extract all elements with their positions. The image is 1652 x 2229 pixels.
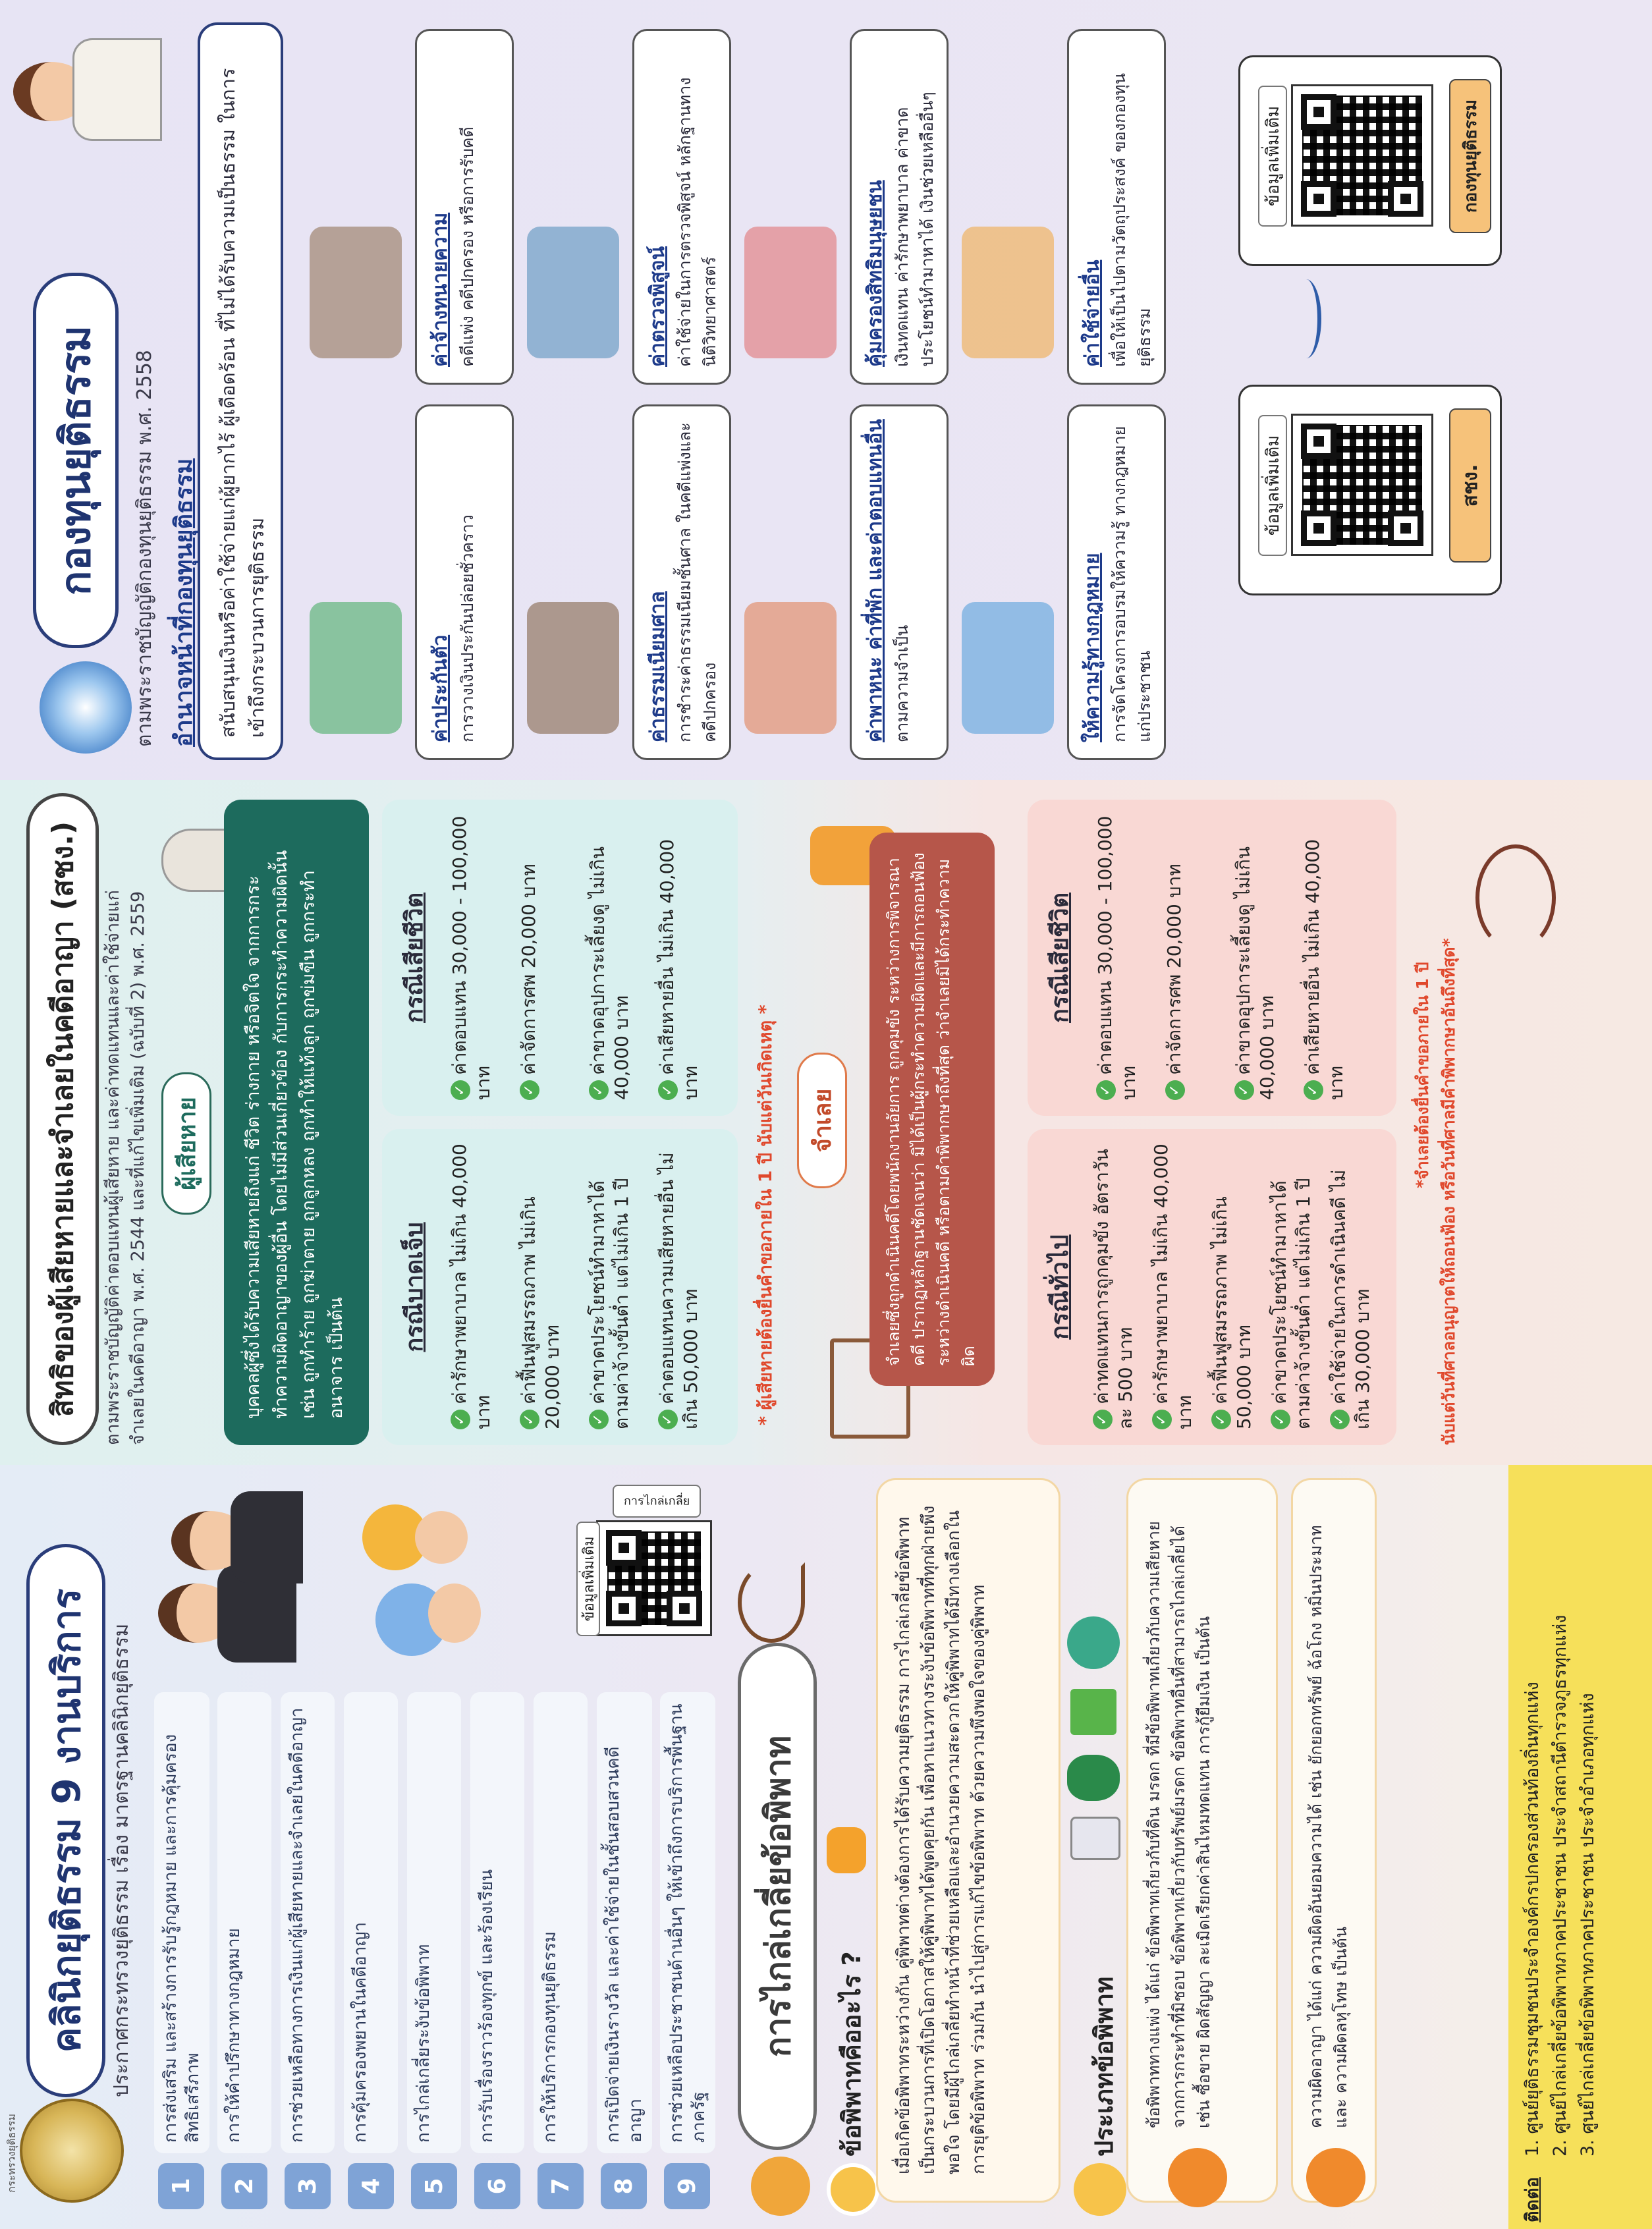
duty-body: สนับสนุนเงินหรือค่าใช้จ่ายแก่ผู้ยากไร้ ผู้เดือดร้อน ที่ไม่ได้รับความเป็นธรรม ในการเข้าถึงกระบวนการยุติธรรม	[217, 68, 268, 738]
service-number: 5	[411, 2163, 457, 2209]
fund-logo	[40, 661, 132, 754]
benefit-text: ค่าทดแทนการถูกคุมขัง อัตราวันละ 500 บาท	[1091, 1149, 1136, 1429]
service-item: การเปิดจ่ายเงินรางวัล และค่าใช้จ่ายในชั้นสอบสวนคดีอาญา	[597, 1692, 652, 2153]
fund-item-card	[1067, 404, 1166, 760]
general-heading: กรณีทั่วไป	[1047, 1234, 1074, 1340]
benefit-text: ค่ารักษาพยาบาล ไม่เกิน 40,000 บาท	[449, 1143, 494, 1429]
fund-item-desc: เพื่อให้เป็นไปตามวัตถุประสงค์ ของกองทุนยุติธรรม	[1110, 73, 1154, 367]
benefit-item	[655, 1142, 703, 1429]
victim-tag: ผู้เสียหาย	[161, 1072, 211, 1215]
fund-item-title: ค่าตรวจพิสูจน์	[646, 246, 669, 367]
fund-item-illustration	[527, 602, 619, 734]
fund-item-desc: คดีแพ่ง คดีปกครอง หรือการรับคดี	[458, 126, 477, 367]
victim-death-box	[382, 800, 738, 1116]
fund-item-title: คุ้มครองสิทธิมนุษยชน	[864, 180, 887, 367]
logo-text: กระทรวงยุติธรรม	[5, 2113, 18, 2193]
check-icon: ✓	[589, 1080, 609, 1100]
benefit-item	[1093, 813, 1141, 1100]
benefit-text: ค่าตอบแทน 30,000 - 100,000 บาท	[449, 815, 494, 1100]
check-icon: ✓	[1211, 1410, 1231, 1429]
benefit-item	[1090, 1142, 1138, 1429]
check-icon: ✓	[1304, 1080, 1323, 1100]
qr-sachong-tag: สชง.	[1449, 408, 1491, 563]
qr-fund-label: ข้อมูลเพิ่มเติม	[1258, 86, 1287, 227]
rights-subtitle-1: ตามพระราชบัญญัติค่าตอบแทนผู้เสียหาย และค่าทดแทนและค่าใช้จ่ายแก่	[103, 890, 123, 1445]
qr-mediation-tag: การไกล่เกลี่ย	[613, 1485, 701, 1518]
judge-figure	[161, 829, 231, 892]
civil-card	[1126, 1478, 1278, 2203]
defendant-note-2: นับแต่วันที่ศาลอนุญาตให้ถอนฟ้อง หรือวันที่ศาลมีคำพิพากษาอันถึงที่สุด*	[1439, 938, 1458, 1445]
victim-desc: บุคคลผู้ซึ่งได้รับความเสียหายถึงแก่ ชีวิต ร่างกาย หรือจิตใจ จากการกระทำความผิดอาญาของผู้อื่น โดยไม่มีส่วนเกี่ยวข้อง กับการกระทำความผิดนั้น เช่น ถูกทำร้าย ถูกฆ่าตาย ถูกลูกหลง ถูกทำให้แท้งลูก ถูกข่มขืน ถูกกระทำอนาจาร เป็นต้น	[243, 850, 346, 1419]
benefit-item	[1149, 1142, 1197, 1429]
qr-code-fund[interactable]	[1291, 84, 1433, 227]
benefit-item	[1163, 813, 1186, 1100]
benefit-item	[586, 1142, 634, 1429]
panel-justice-fund	[0, 0, 1652, 780]
presenter-figure	[13, 29, 158, 148]
panel-justice-clinic	[0, 1465, 1652, 2229]
fund-item-card	[415, 404, 514, 760]
center-item: 3. ศูนย์ไกล่เกลี่ยข้อพิพาทภาคประชาชน ประจำอำเภอทุกแห่ง	[1578, 1693, 1598, 2157]
service-item: การส่งเสริม และสร้างการรับรู้กฎหมาย และการคุ้มครองสิทธิเสรีภาพ	[154, 1692, 209, 2153]
qr-sachong-label: ข้อมูลเพิ่มเติม	[1258, 415, 1287, 556]
fund-item-desc: การจัดโครงการอบรมให้ความรู้ ทางกฎหมายแก่ประชาชน	[1110, 426, 1154, 742]
benefit-item	[655, 813, 703, 1100]
fund-item-card	[1067, 29, 1166, 385]
service-item: การรับเรื่องราวร้องทุกข์ และร้องเรียน	[470, 1692, 524, 2153]
fund-item-desc: ค่าใช้จ่ายในการตรวจพิสูจน์ หลักฐานทางนิติวิทยาศาสตร์	[675, 77, 719, 367]
benefit-text: ค่าเสียหายอื่น ไม่เกิน 40,000 บาท	[656, 839, 702, 1100]
benefit-text: ค่าจัดการศพ 20,000 บาท	[1163, 864, 1185, 1075]
centers-label: ติดต่อ	[1522, 2177, 1543, 2222]
defendant-desc: จำเลยซึ่งถูกดำเนินคดีโดยพนักงานอัยการ ถูกคุมขัง ระหว่างการพิจารณาคดี ปรากฏหลักฐานชัดเจนว่า มิได้เป็นผู้กระทำความผิดและมีการถอนฟ้องระหว่างดำเนินคดี หรือตามคำพิพากษาถึงที่สุด ว่าจำเลยมิได้กระทำความผิด	[884, 852, 978, 1366]
fund-item-desc: การวางเงินประกันปล่อยชั่วคราว	[458, 514, 477, 742]
fund-item-illustration	[527, 227, 619, 358]
check-icon: ✓	[1271, 1410, 1290, 1429]
benefit-item	[1209, 1142, 1256, 1429]
rights-title	[26, 793, 99, 1445]
rights-subtitle-2: จำเลยในคดีอาญา พ.ศ. 2544 และที่แก้ไขเพิ่มเติม (ฉบับที่ 2) พ.ศ. 2559	[128, 891, 148, 1445]
qr-mediation-label: ข้อมูลเพิ่มเติม	[576, 1522, 600, 1636]
fund-item-illustration	[310, 602, 402, 734]
service-number: 2	[221, 2163, 267, 2209]
check-icon: ✓	[451, 1080, 470, 1100]
check-icon: ✓	[1093, 1410, 1113, 1429]
criminal-text: ความผิดอาญา ได้แก่ ความผิดอันยอมความได้ เช่น ยักยอกทรัพย์ ฉ้อโกง หมิ่นประมาท และ ความผิดลหุโทษ เป็นต้น	[1306, 1525, 1350, 2128]
center-item: 2. ศูนย์ไกล่เกลี่ยข้อพิพาทภาคประชาชน ประจำสถานีตำรวจภูธรทุกแห่ง	[1550, 1614, 1570, 2157]
clinic-subtitle: ประกาศกระทรวงยุติธรรม เรื่อง มาตรฐานคลินิกยุติธรรม	[110, 1623, 133, 2097]
check-icon: ✓	[658, 1080, 678, 1100]
arrow-right-icon	[1291, 279, 1321, 358]
centers-box	[1508, 1465, 1652, 2229]
benefit-item	[586, 813, 634, 1100]
mediation-figures-illustration	[151, 1485, 560, 1682]
fund-title-text: กองทุนยุติธรรม	[51, 325, 99, 596]
check-icon: ✓	[1165, 1080, 1185, 1100]
curly-arrow-icon	[738, 1562, 805, 1643]
service-number: 9	[664, 2163, 710, 2209]
benefit-item	[1301, 813, 1348, 1100]
fund-item-title: ค่าประกันตัว	[429, 634, 452, 742]
fund-item-title: ค่าพาหนะ ค่าที่พัก และค่าตอบแทนอื่น	[864, 419, 887, 742]
fund-item-illustration	[744, 602, 837, 734]
benefit-item	[517, 813, 541, 1100]
center-item: 1. ศูนย์ยุติธรรมชุมชนประจำองค์กรปกครองส่วนท้องถิ่นทุกแห่ง	[1522, 1682, 1543, 2157]
qr-code-mediation[interactable]	[596, 1520, 712, 1636]
handshake-icon	[1168, 2148, 1227, 2207]
benefit-text: ค่าขาดอุปการะเลี้ยงดู ไม่เกิน 40,000 บาท	[587, 846, 632, 1100]
fund-item-illustration	[962, 227, 1054, 358]
check-icon: ✓	[1096, 1080, 1116, 1100]
fund-item-desc: การชำระค่าธรรมเนียมชั้นศาล ในคดีแพ่งและคดีปกครอง	[675, 422, 719, 742]
what-card	[876, 1478, 1060, 2203]
service-number: 4	[348, 2163, 394, 2209]
chat-bubble-icon	[827, 1827, 866, 1873]
mediation-icon	[751, 2157, 810, 2216]
fund-item-card	[632, 29, 731, 385]
what-heading: ข้อพิพาทคืออะไร ?	[837, 1951, 866, 2157]
service-number: 6	[474, 2163, 520, 2209]
check-icon: ✓	[589, 1410, 609, 1429]
service-item: การช่วยเหลือประชาชนด้านอื่นๆ ให้เข้าถึงการบริการพื้นฐานภาครัฐ	[660, 1692, 715, 2153]
fund-item-title: ค่าจ้างทนายความ	[429, 212, 452, 367]
benefit-text: ค่าจัดการศพ 20,000 บาท	[518, 864, 539, 1075]
fund-item-card	[632, 404, 731, 760]
mediation-title	[738, 1643, 817, 2150]
fund-item-desc: ตามความจำเป็น	[893, 624, 912, 742]
document-icon	[1070, 1817, 1120, 1860]
defendant-desc-box	[869, 833, 995, 1386]
fund-item-card	[850, 29, 949, 385]
service-item: การไกล่เกลี่ยระงับข้อพิพาท	[407, 1692, 461, 2153]
fund-item-illustration	[744, 227, 837, 358]
benefit-item	[448, 1142, 495, 1429]
benefit-text: ค่าฟื้นฟูสมรรถภาพ ไม่เกิน 50,000 บาท	[1209, 1196, 1255, 1429]
benefit-item	[1327, 1142, 1375, 1429]
victim-desc-box	[224, 800, 369, 1445]
clinic-title-text: คลินิกยุติธรรม 9 งานบริการ	[43, 1588, 89, 2053]
duty-card	[198, 22, 283, 760]
service-item: การคุ้มครองพยานในคดีอาญา	[344, 1692, 398, 2153]
fund-item-title: ค่าใช้จ่ายอื่น	[1081, 260, 1104, 367]
rights-title-text: สิทธิของผู้เสียหายและจำเลยในคดีอาญา (สชง.)	[46, 821, 80, 1417]
injury-heading: กรณีบาดเจ็บ	[401, 1222, 428, 1352]
fund-subtitle: ตามพระราชบัญญัติกองทุนยุติธรรม พ.ศ. 2558	[133, 350, 156, 747]
service-number: 8	[601, 2163, 647, 2209]
benefit-text: ค่าตอบแทน 30,000 - 100,000 บาท	[1094, 815, 1140, 1100]
fund-item-card	[850, 404, 949, 760]
benefit-text: ค่าตอบแทนความเสียหายอื่น ไม่เกิน 50,000 บาท	[656, 1152, 702, 1429]
benefit-text: ค่าขาดอุปการะเลี้ยงดู ไม่เกิน 40,000 บาท	[1232, 846, 1278, 1100]
check-icon: ✓	[520, 1410, 539, 1429]
victim-note: * ผู้เสียหายต้องยื่นคำขอภายใน 1 ปี นับแต่วันเกิดเหตุ *	[756, 1004, 776, 1425]
fund-item-title: ค่าธรรมเนียมศาล	[646, 591, 669, 742]
benefit-text: ค่าเสียหายอื่น ไม่เกิน 40,000 บาท	[1302, 839, 1347, 1100]
service-item: การให้คำปรึกษาทางกฎหมาย	[217, 1692, 271, 2153]
fund-item-illustration	[310, 227, 402, 358]
search-icon	[827, 2163, 879, 2216]
curly-arrow-icon-2	[1475, 844, 1556, 951]
service-number: 3	[285, 2163, 331, 2209]
fund-title	[33, 273, 119, 648]
check-icon: ✓	[1152, 1410, 1172, 1429]
what-body: เมื่อเกิดข้อพิพาทระหว่างกัน คู่พิพาทต่างต้องการได้รับความยุติธรรม การไกล่เกลี่ยข้อพิพาทเป็นกระบวนการที่เปิดโอกาสให้คู่พิพาทได้พูดคุยกัน เพื่อหาแนวทางระงับข้อพิพาทที่ทุกฝ่ายพึงพอใจ โดยมีผู้ไกล่เกลี่ยทำหน้าที่ช่วยเหลือและอำนวยความสะดวกให้คู่พิพาทได้มีทางเลือกในการยุติข้อพิพาท ร่วมกัน นำไปสู่การแก้ไขข้อพิพาท ด้วยความพึงพอใจของคู่พิพาท	[894, 1505, 989, 2174]
check-icon: ✓	[658, 1410, 678, 1429]
benefit-text: ค่าขาดประโยชน์ทำมาหาได้ ตามค่าจ้างขั้นต่ำ แต่ไม่เกิน 1 ปี	[1269, 1178, 1314, 1429]
benefit-text: ค่าฟื้นฟูสมรรถภาพ ไม่เกิน 20,000 บาท	[518, 1196, 563, 1429]
service-item: การให้บริการกองทุนยุติธรรม	[534, 1692, 588, 2153]
death2-heading: กรณีเสียชีวิต	[1047, 893, 1074, 1023]
benefit-item	[448, 813, 495, 1100]
ministry-logo	[20, 2099, 124, 2203]
service-number: 1	[158, 2163, 204, 2209]
check-icon: ✓	[520, 1080, 539, 1100]
defendant-tag: จำเลย	[797, 1053, 847, 1188]
benefit-text: ค่าใช้จ่ายในการดำเนินคดี ไม่เกิน 30,000 บาท	[1328, 1169, 1373, 1429]
criminal-card	[1291, 1478, 1377, 2203]
check-icon: ✓	[1330, 1410, 1350, 1429]
qr-code-sachong[interactable]	[1291, 414, 1433, 556]
defendant-death-box	[1028, 800, 1396, 1116]
car-icon	[1067, 1616, 1120, 1669]
fund-item-card	[415, 29, 514, 385]
general-box	[1028, 1129, 1396, 1445]
benefit-text: ค่าขาดประโยชน์ทำมาหาได้ ตามค่าจ้างขั้นต่ำ แต่ไม่เกิน 1 ปี	[587, 1178, 632, 1429]
scale-icon	[1074, 2163, 1126, 2216]
defendant-note-1: *จำเลยต้องยื่นคำขอภายใน 1 ปี	[1413, 962, 1432, 1188]
civil-text: ข้อพิพาททางแพ่ง ได้แก่ ข้อพิพาทเกี่ยวกับที่ดิน มรดก ที่มีข้อพิพาทเกี่ยวกับความเสียหายจากการกระทำที่มิชอบ ข้อพิพาทเกี่ยวกับทรัพย์มรดก ข้อพิพาทอื่นที่สามารถไกล่เกลี่ยได้ เช่น ซื้อขาย ผิดสัญญา ละเมิดเรียกค่าสินไหมทดแทน การกู้ยืมเงิน เป็นต้น	[1144, 1521, 1213, 2128]
fund-item-title: ให้ความรู้ทางกฎหมาย	[1081, 553, 1104, 742]
qr-fund-tag: กองทุนยุติธรรม	[1449, 79, 1491, 233]
fund-item-desc: เงินทดแทน ค่ารักษาพยาบาล ค่าขาดประโยชน์ทำมาหาได้ เงินช่วยเหลืออื่นๆ	[893, 92, 937, 367]
benefit-item	[1268, 1142, 1315, 1429]
house-icon	[1070, 1689, 1116, 1735]
check-icon: ✓	[1234, 1080, 1254, 1100]
benefit-item	[517, 1142, 564, 1429]
panel-victim-rights	[0, 780, 1652, 1465]
duty-heading: อำนาจหน้าที่กองทุนยุติธรรม	[171, 458, 198, 747]
benefit-item	[1232, 813, 1279, 1100]
fund-item-illustration	[962, 602, 1054, 734]
injury-box	[382, 1129, 738, 1445]
service-number: 7	[537, 2163, 584, 2209]
death-heading: กรณีเสียชีวิต	[401, 893, 428, 1023]
clinic-title	[26, 1544, 105, 2097]
types-heading: ประเภทข้อพิพาท	[1089, 1976, 1118, 2157]
mediation-title-text: การไกล่เกลี่ยข้อพิพาท	[758, 1735, 798, 2058]
check-icon: ✓	[451, 1410, 470, 1429]
money-bag-icon	[1067, 1755, 1120, 1801]
benefit-text: ค่ารักษาพยาบาล ไม่เกิน 40,000 บาท	[1150, 1143, 1196, 1429]
service-item: การช่วยเหลือทางการเงินแก่ผู้เสียหายและจำเลยในคดีอาญา	[281, 1692, 335, 2153]
handcuffs-icon	[1306, 2148, 1365, 2207]
